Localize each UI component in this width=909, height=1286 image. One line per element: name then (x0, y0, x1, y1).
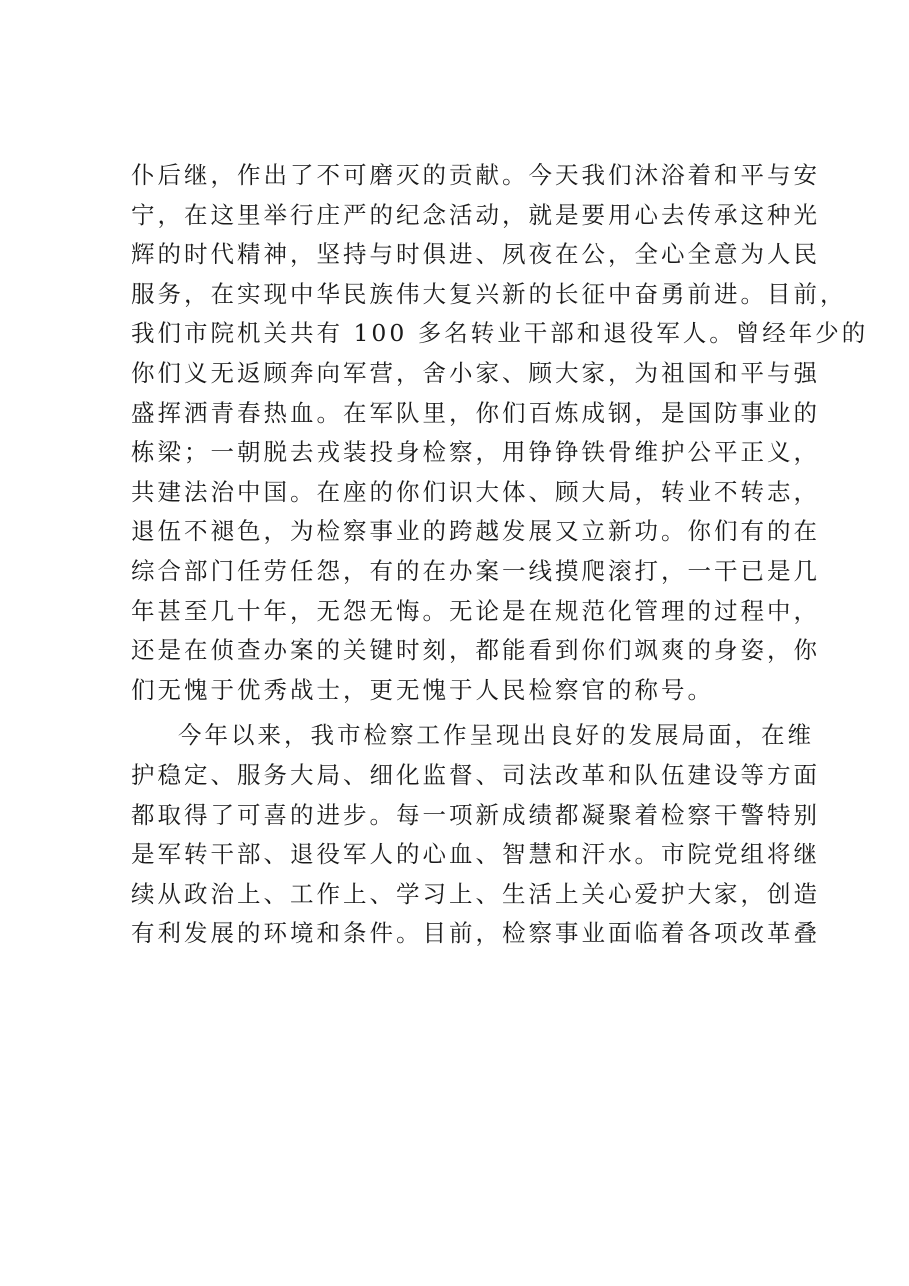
text-line: 仆后继，作出了不可磨灭的贡献。今天我们沐浴着和平与安 (131, 161, 820, 189)
text-line: 护稳定、服务大局、细化监督、司法改革和队伍建设等方面 (131, 760, 820, 789)
text-line: 都取得了可喜的进步。每一项新成绩都凝聚着检察干警特别 (131, 800, 820, 829)
text-line: 辉的时代精神，坚持与时俱进、夙夜在公，全心全意为人民 (131, 240, 820, 269)
text-line: 退伍不褪色，为检察事业的跨越发展又立新功。你们有的在 (131, 517, 820, 546)
text-line: 续从政治上、工作上、学习上、生活上关心爱护大家，创造 (131, 879, 820, 908)
text-line: 们无愧于优秀战士，更无愧于人民检察官的称号。 (131, 675, 714, 704)
text-line: 共建法治中国。在座的你们识大体、顾大局，转业不转志， (131, 477, 820, 506)
text-line: 栋梁；一朝脱去戎装投身检察，用铮铮铁骨维护公平正义， (131, 438, 820, 467)
text-line: 服务，在实现中华民族伟大复兴新的长征中奋勇前进。目前， (131, 279, 847, 308)
paragraph-1 (131, 156, 869, 710)
paragraph-2 (131, 716, 820, 954)
text-line: 宁，在这里举行庄严的纪念活动，就是要用心去传承这种光 (131, 200, 820, 229)
text-line: 是军转干部、退役军人的心血、智慧和汗水。市院党组将继 (131, 840, 820, 869)
text-line-first: 今年以来，我市检察工作呈现出良好的发展局面，在维 (178, 721, 814, 750)
text-line: 有利发展的环境和条件。目前，检察事业面临着各项改革叠 (131, 919, 820, 948)
document-body (131, 156, 869, 954)
text-line: 你们义无返顾奔向军营，舍小家、顾大家，为祖国和平与强 (131, 358, 820, 387)
text-line: 年甚至几十年，无怨无悔。无论是在规范化管理的过程中， (131, 596, 820, 625)
text-line: 盛挥洒青春热血。在军队里，你们百炼成钢，是国防事业的 (131, 398, 820, 427)
text-line: 综合部门任劳任怨，有的在办案一线摸爬滚打，一干已是几 (131, 556, 820, 585)
text-line: 还是在侦查办案的关键时刻，都能看到你们飒爽的身姿，你 (131, 636, 820, 665)
text-line: 我们市院机关共有 100 多名转业干部和退役军人。曾经年少的 (131, 319, 869, 348)
